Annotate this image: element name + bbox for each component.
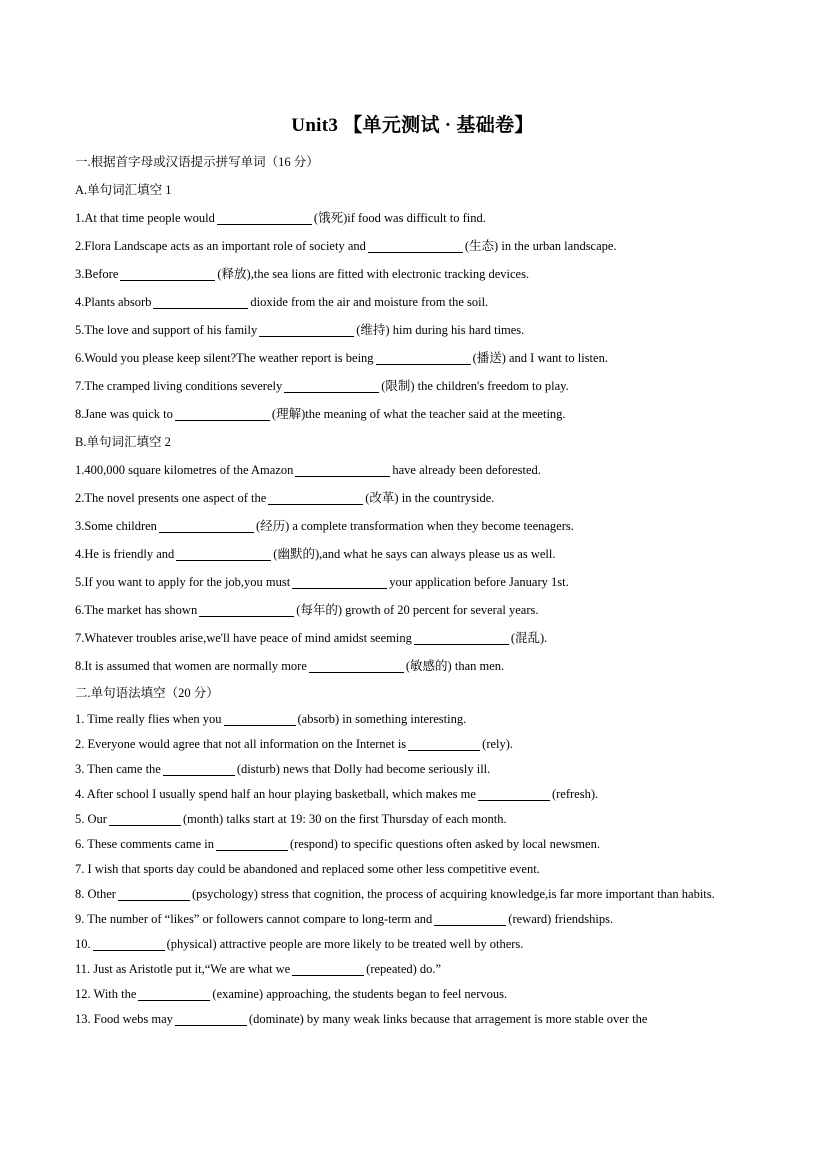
question-text: 9. The number of “likes” or followers cannot compare to long-term and <box>75 912 433 926</box>
answer-blank[interactable] <box>175 406 270 421</box>
question-item <box>75 484 750 512</box>
answer-blank[interactable] <box>159 518 254 533</box>
question-text: 2.Flora Landscape acts as an important role of society and <box>75 239 366 253</box>
question-text: 5. Our <box>75 812 107 826</box>
question-text: 6.The market has shown <box>75 603 198 617</box>
answer-blank[interactable] <box>284 378 379 393</box>
answer-blank[interactable] <box>268 490 363 505</box>
question-item <box>75 260 750 288</box>
question-hint-text: (每年的) growth of 20 percent for several years. <box>296 603 539 617</box>
group-a-heading: A.单句词汇填空 1 <box>75 183 172 197</box>
question-text: 2. Everyone would agree that not all information on the Internet is <box>75 737 407 751</box>
answer-blank[interactable] <box>153 294 248 309</box>
question-hint-text: (month) talks start at 19: 30 on the first Thursday of each month. <box>182 812 507 826</box>
question-hint-text: (生态) in the urban landscape. <box>464 239 617 253</box>
question-item <box>75 932 750 957</box>
question-item <box>75 807 750 832</box>
question-hint-text: have already been deforested. <box>392 463 541 477</box>
answer-blank[interactable] <box>292 574 387 589</box>
question-text: 13. Food webs may <box>75 1012 173 1026</box>
question-hint-text: (敏感的) than men. <box>405 659 505 673</box>
question-item <box>75 707 750 732</box>
question-text: 6. These comments came in <box>75 837 214 851</box>
question-item <box>75 907 750 932</box>
question-hint-text: (释放),the sea lions are fitted with electronic tracking devices. <box>217 267 530 281</box>
question-item <box>75 757 750 782</box>
question-text: 7.Whatever troubles arise,we'll have peace of mind amidst seeming <box>75 631 412 645</box>
question-hint-text: your application before January 1st. <box>389 575 569 589</box>
answer-blank[interactable] <box>408 736 480 751</box>
question-hint-text: (reward) friendships. <box>508 912 614 926</box>
question-text: 10. <box>75 937 91 951</box>
answer-blank[interactable] <box>434 911 506 926</box>
question-item <box>75 288 750 316</box>
answer-blank[interactable] <box>118 886 190 901</box>
group-b-list <box>75 456 750 680</box>
grammar-list <box>75 707 750 1032</box>
question-item <box>75 344 750 372</box>
question-item <box>75 652 750 680</box>
question-item <box>75 456 750 484</box>
question-text: 11. Just as Aristotle put it,“We are what we <box>75 962 291 976</box>
question-hint-text: (refresh). <box>551 787 599 801</box>
question-text: 4. After school I usually spend half an hour playing basketball, which makes me <box>75 787 476 801</box>
question-item <box>75 540 750 568</box>
answer-blank[interactable] <box>109 811 181 826</box>
question-hint-text: (混乱). <box>510 631 548 645</box>
question-item <box>75 857 750 882</box>
question-hint-text: (psychology) stress that cognition, the process of acquiring knowledge,is far more important than habits. <box>191 887 715 901</box>
answer-blank[interactable] <box>93 936 165 951</box>
question-item <box>75 568 750 596</box>
answer-blank[interactable] <box>216 836 288 851</box>
question-hint-text: (经历) a complete transformation when they become teenagers. <box>255 519 574 533</box>
question-hint-text: (限制) the children's freedom to play. <box>381 379 569 393</box>
question-hint-text: (examine) approaching, the students began to feel nervous. <box>212 987 508 1001</box>
question-item <box>75 882 750 907</box>
question-hint-text: (respond) to specific questions often asked by local newsmen. <box>289 837 600 851</box>
question-hint-text: (absorb) in something interesting. <box>297 712 467 726</box>
question-text: 7.The cramped living conditions severely <box>75 379 283 393</box>
question-item <box>75 957 750 982</box>
answer-blank[interactable] <box>368 238 463 253</box>
question-item <box>75 624 750 652</box>
answer-blank[interactable] <box>224 711 296 726</box>
question-item <box>75 832 750 857</box>
question-text: 3.Before <box>75 267 119 281</box>
question-hint-text: (播送) and I want to listen. <box>472 351 608 365</box>
question-hint-text: (维持) him during his hard times. <box>356 323 525 337</box>
answer-blank[interactable] <box>292 961 364 976</box>
question-text: 2.The novel presents one aspect of the <box>75 491 267 505</box>
answer-blank[interactable] <box>120 266 215 281</box>
question-hint-text: (dominate) by many weak links because that arragement is more stable over the <box>248 1012 648 1026</box>
question-hint-text: (理解)the meaning of what the teacher said at the meeting. <box>271 407 566 421</box>
section-heading-2: 二.单句语法填空（20 分） <box>75 686 219 700</box>
question-text: 4.Plants absorb <box>75 295 152 309</box>
answer-blank[interactable] <box>138 986 210 1001</box>
question-item <box>75 316 750 344</box>
question-item <box>75 232 750 260</box>
question-item <box>75 982 750 1007</box>
question-text: 7. I wish that sports day could be abandoned and replaced some other less competitive event. <box>75 862 540 876</box>
question-item <box>75 372 750 400</box>
question-text: 1.400,000 square kilometres of the Amazon <box>75 463 294 477</box>
answer-blank[interactable] <box>217 210 312 225</box>
question-hint-text: (physical) attractive people are more likely to be treated well by others. <box>166 937 524 951</box>
question-hint-text: (幽默的),and what he says can always please us as well. <box>273 547 556 561</box>
answer-blank[interactable] <box>176 546 271 561</box>
question-text: 3. Then came the <box>75 762 161 776</box>
answer-blank[interactable] <box>295 462 390 477</box>
question-hint-text: (disturb) news that Dolly had become seriously ill. <box>236 762 491 776</box>
answer-blank[interactable] <box>414 630 509 645</box>
answer-blank[interactable] <box>478 786 550 801</box>
question-item <box>75 204 750 232</box>
worksheet-page <box>75 110 750 1032</box>
question-text: 12. With the <box>75 987 137 1001</box>
question-item <box>75 782 750 807</box>
question-text: 8.Jane was quick to <box>75 407 173 421</box>
answer-blank[interactable] <box>199 602 294 617</box>
question-hint-text: dioxide from the air and moisture from the soil. <box>250 295 489 309</box>
question-text: 1. Time really flies when you <box>75 712 222 726</box>
group-b-heading: B.单句词汇填空 2 <box>75 435 171 449</box>
question-text: 5.If you want to apply for the job,you must <box>75 575 291 589</box>
page-title: Unit3 【单元测试 · 基础卷】 <box>291 115 534 136</box>
question-text: 3.Some children <box>75 519 157 533</box>
question-hint-text: (改革) in the countryside. <box>365 491 495 505</box>
question-text: 6.Would you please keep silent?The weather report is being <box>75 351 374 365</box>
question-item <box>75 400 750 428</box>
question-hint-text: (rely). <box>482 737 514 751</box>
question-item <box>75 1007 750 1032</box>
question-item <box>75 732 750 757</box>
answer-blank[interactable] <box>175 1011 247 1026</box>
question-item <box>75 512 750 540</box>
group-a-list <box>75 204 750 428</box>
answer-blank[interactable] <box>309 658 404 673</box>
answer-blank[interactable] <box>259 322 354 337</box>
answer-blank[interactable] <box>376 350 471 365</box>
question-text: 8. Other <box>75 887 116 901</box>
question-text: 8.It is assumed that women are normally more <box>75 659 307 673</box>
question-text: 5.The love and support of his family <box>75 323 258 337</box>
answer-blank[interactable] <box>163 761 235 776</box>
question-text: 1.At that time people would <box>75 211 215 225</box>
question-text: 4.He is friendly and <box>75 547 175 561</box>
question-hint-text: (repeated) do.” <box>366 962 442 976</box>
section-heading-1: 一.根据首字母或汉语提示拼写单词（16 分） <box>75 155 319 169</box>
question-hint-text: (饿死)if food was difficult to find. <box>313 211 486 225</box>
question-item <box>75 596 750 624</box>
